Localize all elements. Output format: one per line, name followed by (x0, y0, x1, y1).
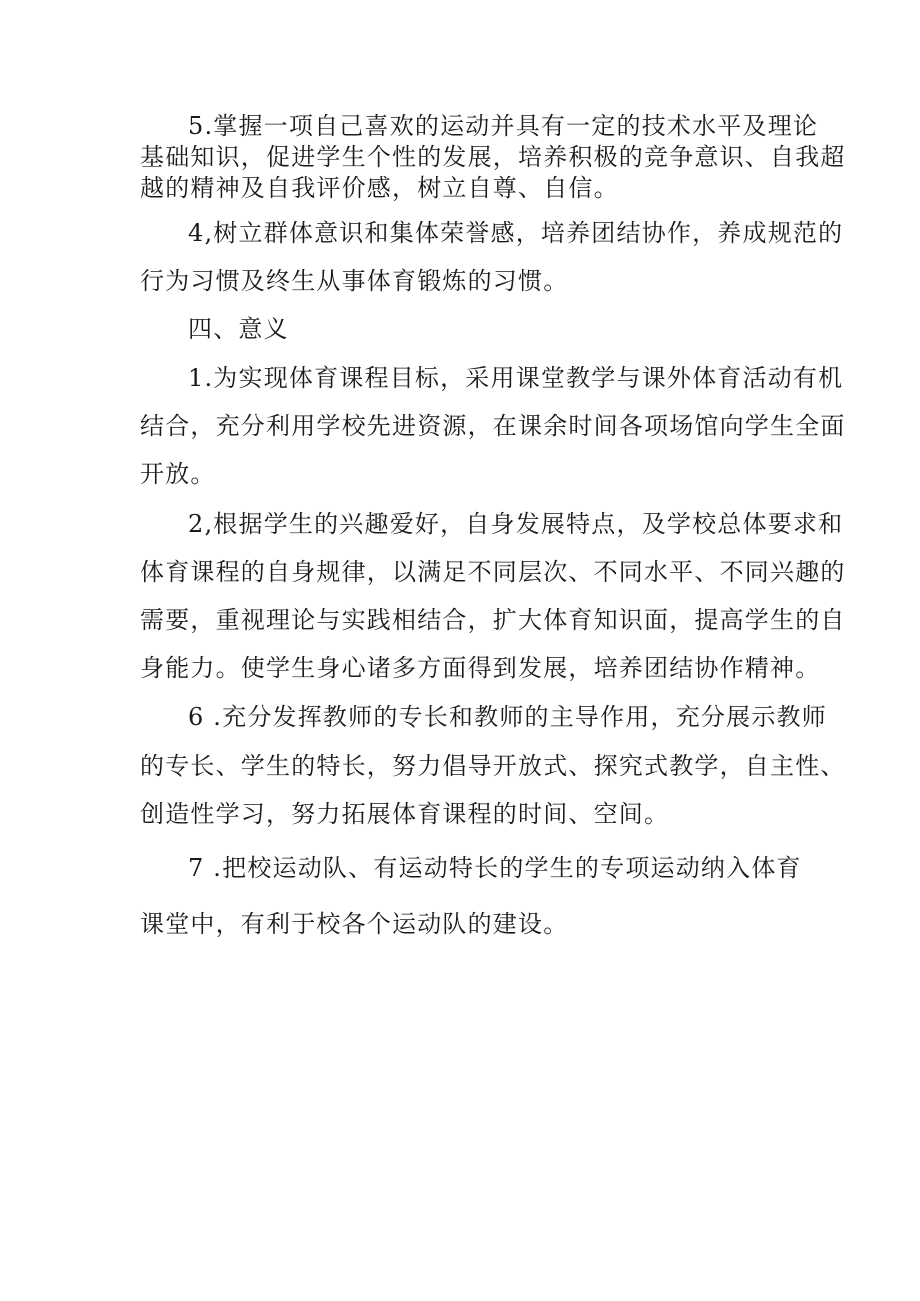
paragraph-line: 6 .充分发挥教师的专长和教师的主导作用，充分展示教师 (188, 703, 827, 731)
paragraph-line: 体育课程的自身规律，以满足不同层次、不同水平、不同兴趣的 (140, 558, 846, 586)
paragraph-line: 行为习惯及终生从事体育锻炼的习惯。 (140, 267, 569, 295)
paragraph-line: 需要，重视理论与实践相结合，扩大体育知识面，提高学生的自 (140, 606, 846, 634)
paragraph-line: 基础知识，促进学生个性的发展，培养积极的竞争意识、自我超 (140, 143, 846, 171)
paragraph-line: 开放。 (140, 460, 216, 488)
paragraph-line: 2,根据学生的兴趣爱好，自身发展特点，及学校总体要求和 (188, 510, 844, 538)
paragraph-line: 1.为实现体育课程目标，采用课堂教学与课外体育活动有机 (188, 364, 844, 392)
paragraph-line: 4,树立群体意识和集体荣誉感，培养团结协作，养成规范的 (188, 219, 844, 247)
section-heading: 四、意义 (188, 315, 289, 343)
paragraph-line: 创造性学习，努力拓展体育课程的时间、空间。 (140, 800, 670, 828)
paragraph-line: 身能力。使学生身心诸多方面得到发展，培养团结协作精神。 (140, 654, 821, 682)
paragraph-line: 越的精神及自我评价感，树立自尊、自信。 (140, 174, 619, 202)
paragraph-line: 的专长、学生的特长，努力倡导开放式、探究式教学，自主性、 (140, 752, 846, 780)
paragraph-line: 结合，充分利用学校先进资源，在课余时间各项场馆向学生全面 (140, 412, 846, 440)
paragraph-line: 7 .把校运动队、有运动特长的学生的专项运动纳入体育 (188, 854, 802, 882)
paragraph-line: 5.掌握一项自己喜欢的运动并具有一定的技术水平及理论 (188, 112, 819, 140)
paragraph-line: 课堂中，有利于校各个运动队的建设。 (140, 910, 569, 938)
